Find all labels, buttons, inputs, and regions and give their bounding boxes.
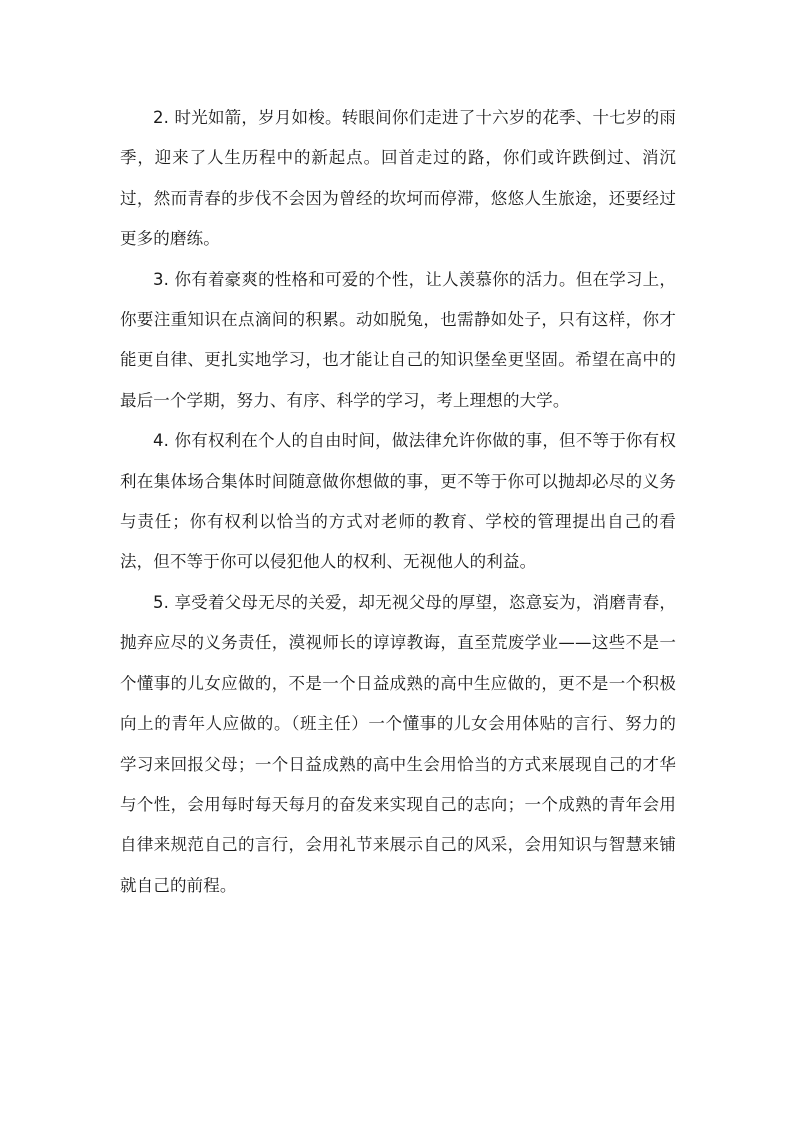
paragraph-2: 2. 时光如箭，岁月如梭。转眼间你们走进了十六岁的花季、十七岁的雨季，迎来了人生历程中的新起点。回首走过的路，你们或许跌倒过、消沉过，然而青春的步伐不会因为曾经的坎坷而停滞，悠悠人生旅途，还要经过更多的磨练。: [120, 108, 676, 249]
paragraph-3: 3. 你有着豪爽的性格和可爱的个性，让人羡慕你的活力。但在学习上，你要注重知识在点滴间的积累。动如脱兔，也需静如处子，只有这样，你才能更自律、更扎实地学习，也才能让自己的知识堡垒更坚固。希望在高中的最后一个学期，努力、有序、科学的学习，考上理想的大学。: [120, 269, 676, 410]
document-body: [120, 98, 676, 906]
paragraph-5: 5. 享受着父母无尽的关爱，却无视父母的厚望，恣意妄为，消磨青春，抛弃应尽的义务责任，漠视师长的谆谆教诲，直至荒废学业——这些不是一个懂事的儿女应做的，不是一个日益成熟的高中生应做的，更不是一个积极向上的青年人应做的。（班主任）一个懂事的儿女会用体贴的言行、努力的学习来回报父母；一个日益成熟的高中生会用恰当的方式来展现自己的才华与个性，会用每时每天每月的奋发来实现自己的志向；一个成熟的青年会用自律来规范自己的言行，会用礼节来展示自己的风采，会用知识与智慧来铺就自己的前程。: [120, 592, 676, 895]
paragraph-4: 4. 你有权利在个人的自由时间，做法律允许你做的事，但不等于你有权利在集体场合集体时间随意做你想做的事，更不等于你可以抛却必尽的义务与责任；你有权利以恰当的方式对老师的教育、学校的管理提出自己的看法，但不等于你可以侵犯他人的权利、无视他人的利益。: [120, 431, 676, 572]
